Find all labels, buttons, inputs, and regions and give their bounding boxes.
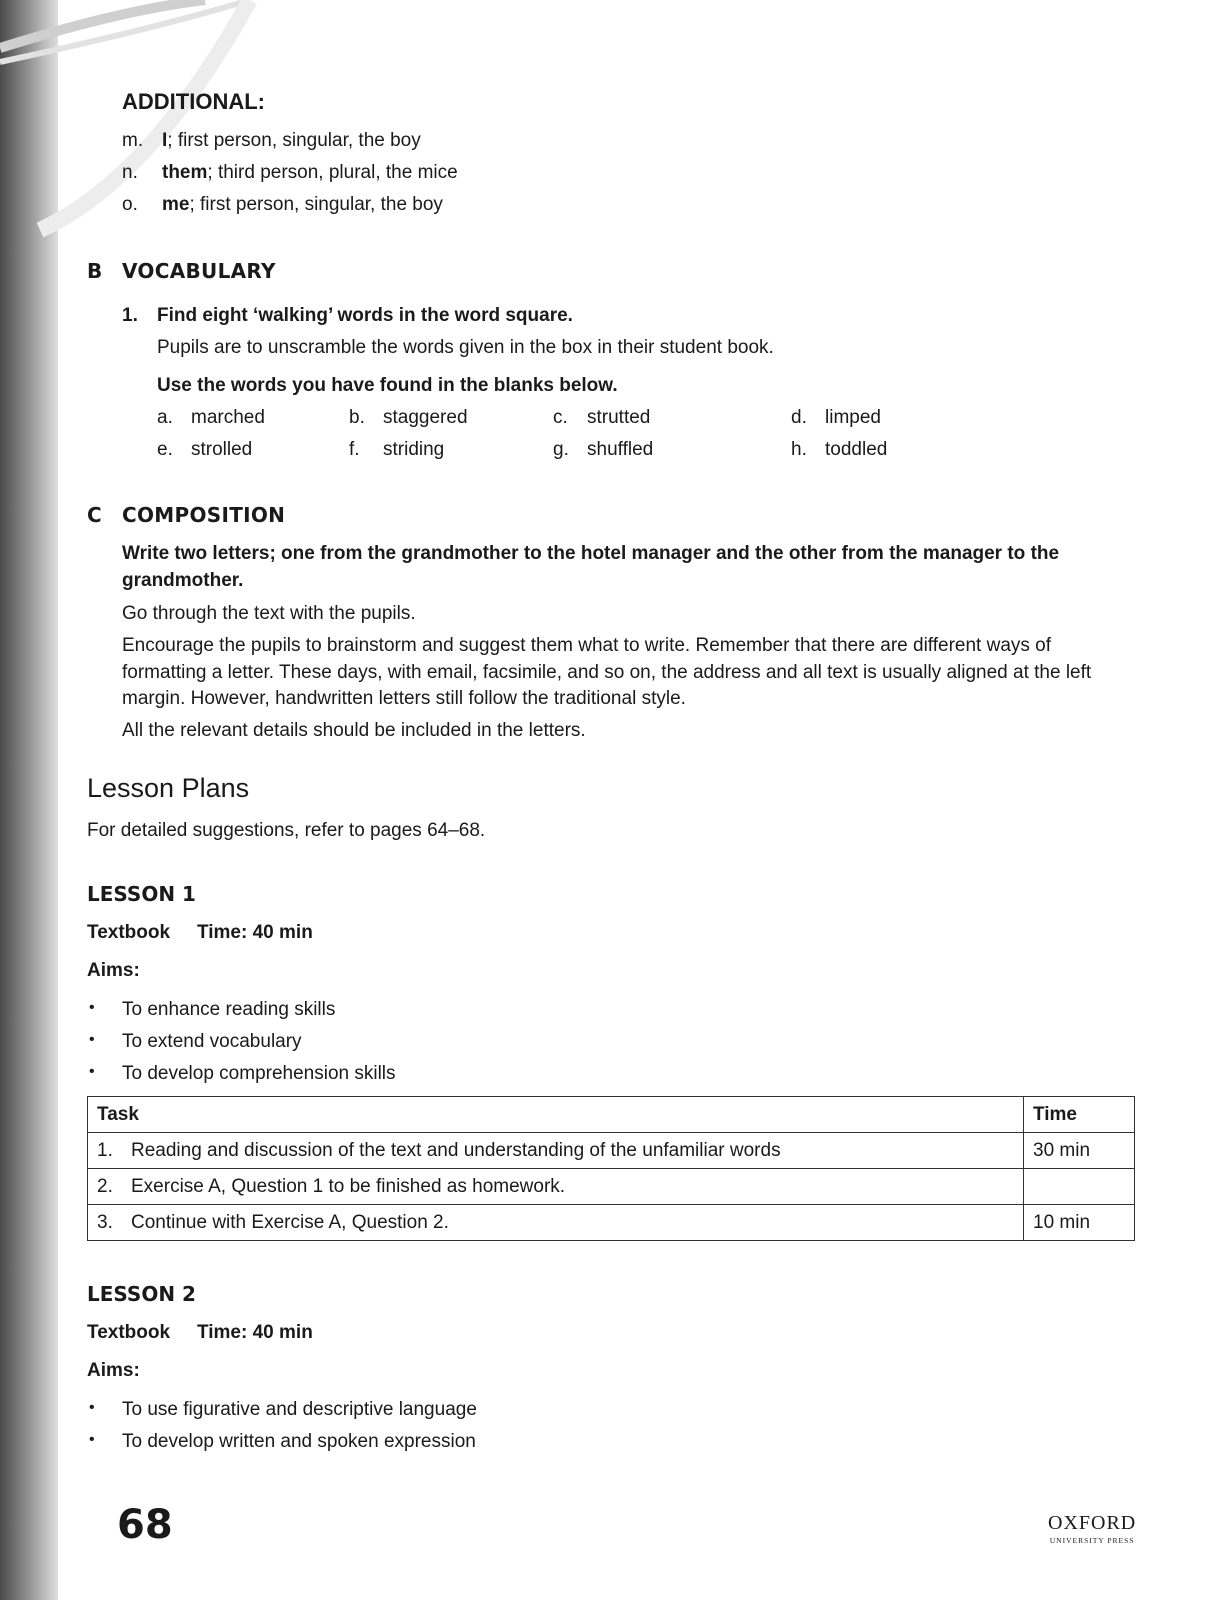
pronoun-description: ; first person, singular, the boy	[189, 194, 443, 215]
task-text: Reading and discussion of the text and understanding of the unfamiliar words	[131, 1139, 781, 1161]
lesson-1-time: Time: 40 min	[197, 922, 313, 943]
additional-item-o	[122, 194, 443, 216]
lesson-plans-subtitle: For detailed suggestions, refer to pages 64–68.	[87, 820, 486, 841]
answer-word: shuffled	[587, 439, 654, 460]
vocab-answer	[553, 407, 650, 429]
composition-paragraph-2: Encourage the pupils to brainstorm and suggest them what to write. Remember that there are different ways of formatting a letter. These days, with email, facsimile, and so on, the address and all text is usually aligned at the left margin. However, handwritten letters still follow the traditional style.	[122, 635, 1092, 709]
time-cell	[1024, 1169, 1135, 1205]
section-c-letter: C	[87, 503, 102, 527]
aim-text: To develop written and spoken expression	[122, 1431, 476, 1452]
task-cell	[88, 1133, 1024, 1169]
table-header-row	[88, 1097, 1135, 1133]
lesson-1-aim	[89, 1031, 302, 1053]
pronoun-description: ; first person, singular, the boy	[167, 130, 421, 151]
composition-paragraph-3: All the relevant details should be included in the letters.	[122, 720, 586, 741]
table-row	[88, 1133, 1135, 1169]
aim-text: To use figurative and descriptive language	[122, 1399, 477, 1420]
table-row	[88, 1205, 1135, 1241]
lesson-1-task-table	[87, 1096, 1135, 1241]
task-number: 1.	[97, 1139, 113, 1161]
lesson-1-aim	[89, 1063, 396, 1085]
lesson-2-heading: LESSON 2	[87, 1282, 196, 1306]
pronoun-word: me	[162, 194, 190, 215]
lesson-2-aims-label: Aims:	[87, 1360, 140, 1381]
lesson-2-time: Time: 40 min	[197, 1322, 313, 1343]
answer-letter: f.	[349, 439, 360, 460]
section-c-title: COMPOSITION	[122, 503, 286, 527]
answer-letter: b.	[349, 407, 365, 428]
aim-text: To extend vocabulary	[122, 1031, 302, 1052]
task-text: Continue with Exercise A, Question 2.	[131, 1211, 449, 1233]
vocab-instruction: Pupils are to unscramble the words given in the box in their student book.	[157, 337, 774, 358]
table-header-time: Time	[1024, 1097, 1135, 1133]
bullet-icon: •	[89, 1399, 95, 1416]
pronoun-description: ; third person, plural, the mice	[207, 162, 458, 183]
page-number: 68	[117, 1502, 173, 1548]
additional-item-m	[122, 130, 421, 152]
time-cell: 10 min	[1024, 1205, 1135, 1241]
task-number: 3.	[97, 1211, 113, 1233]
table-row	[88, 1169, 1135, 1205]
answer-letter: a.	[157, 407, 173, 428]
answer-word: staggered	[383, 407, 468, 428]
answer-word: toddled	[825, 439, 888, 460]
answer-letter: g.	[553, 439, 569, 460]
answer-letter: e.	[157, 439, 173, 460]
pronoun-word: them	[162, 162, 208, 183]
section-b-title: VOCABULARY	[122, 259, 276, 283]
publisher-name: OXFORD	[1048, 1512, 1137, 1534]
task-number: 2.	[97, 1175, 113, 1197]
vocab-answer	[157, 439, 252, 461]
lesson-1-heading: LESSON 1	[87, 882, 196, 906]
answer-word: marched	[191, 407, 265, 428]
vocab-answer	[791, 407, 881, 429]
answer-letter: c.	[553, 407, 568, 428]
lesson-2-aim	[89, 1399, 477, 1421]
composition-paragraph-1: Go through the text with the pupils.	[122, 603, 416, 624]
answer-word: striding	[383, 439, 445, 460]
answer-word: strolled	[191, 439, 253, 460]
answer-word: limped	[825, 407, 881, 428]
bullet-icon: •	[89, 1431, 95, 1448]
composition-task: Write two letters; one from the grandmother to the hotel manager and the other from the manager to the grandmother.	[122, 543, 1060, 591]
bullet-icon: •	[89, 1031, 95, 1048]
aim-text: To develop comprehension skills	[122, 1063, 396, 1084]
additional-heading: ADDITIONAL:	[122, 89, 265, 114]
answer-letter: d.	[791, 407, 807, 428]
lesson-2-textbook-label: Textbook	[87, 1322, 171, 1343]
vocab-answer	[553, 439, 653, 461]
lesson-plans-title: Lesson Plans	[87, 773, 250, 803]
item-marker: n.	[122, 162, 138, 183]
task-cell	[88, 1205, 1024, 1241]
vocab-subquestion: Use the words you have found in the blanks below.	[157, 375, 618, 396]
section-b-letter: B	[87, 259, 103, 283]
additional-item-n	[122, 162, 458, 184]
task-text: Exercise A, Question 1 to be finished as homework.	[131, 1175, 566, 1197]
oxford-logo	[1048, 1512, 1136, 1545]
time-cell: 30 min	[1024, 1133, 1135, 1169]
aim-text: To enhance reading skills	[122, 999, 336, 1020]
table-header-task: Task	[88, 1097, 1024, 1133]
answer-letter: h.	[791, 439, 807, 460]
lesson-1-aims-label: Aims:	[87, 960, 140, 981]
vocab-answer	[349, 407, 468, 429]
bullet-icon: •	[89, 999, 95, 1016]
vocab-answer	[157, 407, 265, 429]
bullet-icon: •	[89, 1063, 95, 1080]
vocab-question: Find eight ‘walking’ words in the word square.	[157, 305, 573, 326]
lesson-1-aim	[89, 999, 336, 1021]
answer-word: strutted	[587, 407, 651, 428]
pronoun-word: I	[162, 130, 168, 151]
vocab-question-number: 1.	[122, 305, 138, 326]
item-marker: m.	[122, 130, 144, 151]
lesson-1-textbook-label: Textbook	[87, 922, 171, 943]
item-marker: o.	[122, 194, 138, 215]
lesson-2-aim	[89, 1431, 476, 1453]
task-cell	[88, 1169, 1024, 1205]
publisher-subtitle: UNIVERSITY PRESS	[1049, 1536, 1135, 1545]
vocab-answer	[791, 439, 887, 461]
vocab-answer	[349, 439, 444, 461]
